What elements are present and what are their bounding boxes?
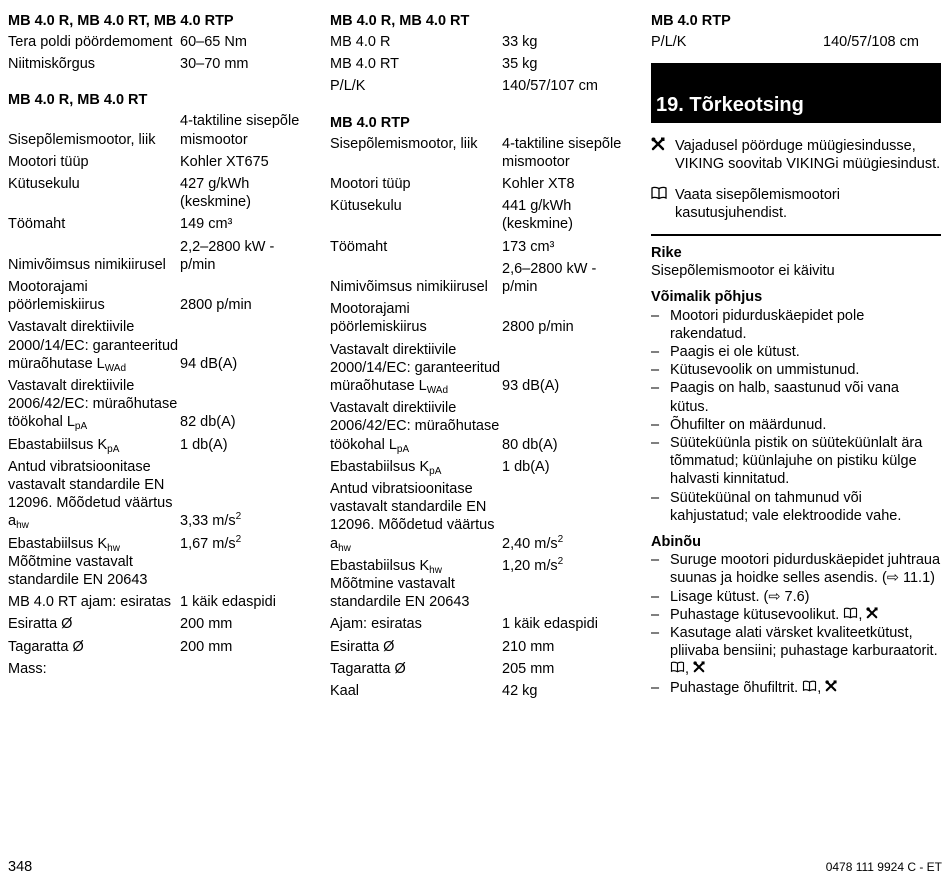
spec-value <box>180 535 308 553</box>
spec-row <box>330 682 630 704</box>
spec-label: Tera poldi pöördemoment <box>8 34 173 50</box>
spec-label-text: Vastavalt direktiivile 2000/14/EC: garanteeritud müraõhutase L <box>330 341 501 395</box>
tools-icon <box>866 608 878 622</box>
spec-table <box>330 135 630 705</box>
list-item: – Lisage kütust. (⇨ 7.6) <box>651 588 941 606</box>
spec-label: Mootorajami pöörlemiskiirus <box>330 301 427 336</box>
chapter-heading: 19. Tõrkeotsing <box>651 63 941 123</box>
spec-table <box>8 112 308 682</box>
spec-value: 200 mm <box>180 638 233 655</box>
spec-row <box>330 557 630 575</box>
column-middle <box>330 12 630 704</box>
spec-value: 441 g/kWh (keskmine) <box>502 198 573 233</box>
cause-label: Võimalik põhjus <box>651 289 763 306</box>
fault-label: Rike <box>651 245 682 262</box>
spec-value <box>502 557 630 575</box>
superscript: 2 <box>557 555 564 567</box>
spec-table <box>8 33 308 77</box>
spec-value: 2800 p/min <box>502 319 574 336</box>
list-item-text: Kasutage alati värsket kvaliteetkütust, pliivaba bensiini; puhastage karburaatorit. <box>670 625 938 660</box>
spec-row <box>8 33 308 55</box>
value-text: 2,40 m/s <box>502 535 558 552</box>
spec-row <box>330 638 630 660</box>
spec-row <box>8 535 308 553</box>
spec-label: MB 4.0 RT <box>330 56 400 73</box>
spec-label <box>330 480 502 557</box>
spec-label: Mõõtmine vastavalt standardile EN 20643 <box>8 553 148 589</box>
list-item: – Süüteküünal on tahmunud või kahjustatud; vale elektroodide vahe. <box>651 489 941 525</box>
spec-value: 1 käik edaspidi <box>180 594 276 611</box>
list-item: – Suruge mootori pidurduskäepidet juhtraua suunas ja hoidke selles asendis. (⇨ 11.1) <box>651 551 941 587</box>
subscript: hw <box>16 520 29 532</box>
spec-label <box>330 399 502 458</box>
superscript: 2 <box>557 533 564 545</box>
spec-row <box>8 112 308 152</box>
spec-row <box>8 638 308 660</box>
spec-value: 60–65 Nm <box>180 34 247 50</box>
spec-value-empty <box>180 553 308 593</box>
spec-row <box>330 33 630 55</box>
spec-value: 205 mm <box>502 660 555 677</box>
column-right <box>651 12 941 697</box>
spec-label: Nimivõimsus nimikiirusel <box>330 279 488 296</box>
spec-value: 30–70 mm <box>180 56 249 73</box>
spec-label-text: Ebastabiilsus K <box>8 535 108 552</box>
manual-book-icon <box>802 681 817 695</box>
manual-book-icon <box>670 662 685 676</box>
spec-row <box>8 660 308 682</box>
spec-label: Esiratta Ø <box>8 616 73 633</box>
spec-label <box>8 535 180 553</box>
spec-label: Mootorajami pöörlemiskiirus <box>8 279 105 314</box>
spec-label-text: Vastavalt direktiivile 2000/14/EC: garanteeritud müraõhutase L <box>8 319 179 372</box>
spec-value: Kohler XT675 <box>180 153 269 170</box>
subscript: hw <box>107 542 120 554</box>
spec-label-text: Ebastabiilsus K <box>330 557 430 574</box>
spec-row <box>330 55 630 77</box>
spec-value: 140/57/108 cm <box>823 34 919 50</box>
spec-row <box>330 480 630 557</box>
spec-label-text: Antud vibratsioonitase vastavalt standardile EN 12096. Mõõdetud väärtus a <box>8 458 173 530</box>
spec-label: Kütusekulu <box>8 176 80 193</box>
spec-label: Töömaht <box>330 238 388 255</box>
spec-label <box>8 436 180 458</box>
tools-icon <box>825 681 837 695</box>
spec-value: 4-taktiline sisepõlemismootor <box>180 113 300 148</box>
list-item: – Süüteküünla pistik on süüteküünlalt ära tõmmatud; küünlajuhe on pistiku külge halvasti kinnitatud. <box>651 434 941 489</box>
spec-label-text: Vastavalt direktiivile 2006/42/EC: müraõhutase töökohal L <box>8 378 178 431</box>
superscript: 2 <box>235 511 242 523</box>
spec-label: Nimivõimsus nimikiirusel <box>8 256 166 273</box>
spec-value <box>502 480 630 557</box>
subscript: hw <box>429 564 442 576</box>
spec-value: 80 db(A) <box>502 436 558 453</box>
list-item-text: Puhastage õhufiltrit. <box>670 679 799 696</box>
spec-row <box>8 593 308 615</box>
section-title: MB 4.0 R, MB 4.0 RT <box>330 13 470 29</box>
spec-row <box>330 197 630 237</box>
spec-row <box>8 458 308 535</box>
section-title: MB 4.0 RTP <box>330 114 410 131</box>
spec-row <box>330 300 630 340</box>
spec-label: Tagaratta Ø <box>330 660 406 677</box>
spec-value: 1 käik edaspidi <box>502 616 598 633</box>
spec-value: 140/57/107 cm <box>502 78 598 95</box>
list-item: – Puhastage kütusevoolikut. , <box>651 606 941 624</box>
spec-row <box>330 399 630 458</box>
section-title: MB 4.0 R, MB 4.0 RT, MB 4.0 RTP <box>8 13 234 29</box>
spec-table <box>651 33 941 55</box>
spec-row <box>330 77 630 99</box>
spec-value: 94 dB(A) <box>180 355 238 372</box>
spec-row <box>8 278 308 318</box>
spec-label: MB 4.0 R <box>330 34 391 50</box>
spec-label <box>330 458 502 480</box>
spec-label: Mootori tüüp <box>8 153 89 170</box>
spec-label <box>8 377 180 436</box>
spec-label <box>330 557 502 575</box>
spec-row <box>8 153 308 175</box>
spec-value: 427 g/kWh (keskmine) <box>180 176 251 211</box>
note-text: Vaata sisepõlemismootori kasutusjuhendist. <box>675 186 840 221</box>
divider <box>651 234 941 236</box>
spec-row <box>330 135 630 175</box>
spec-value: 33 kg <box>502 34 538 50</box>
spec-label: Esiratta Ø <box>330 638 395 655</box>
spec-row <box>8 318 308 377</box>
spec-table <box>330 33 630 100</box>
list-item: – Paagis on halb, saastunud või vana kütus. <box>651 379 941 415</box>
spec-value: Kohler XT8 <box>502 176 575 193</box>
spec-row <box>8 55 308 77</box>
spec-value: 2,6–2800 kW - p/min <box>502 260 597 296</box>
spec-label: Sisepõlemismootor, liik <box>8 131 156 148</box>
spec-label: Töömaht <box>8 216 66 233</box>
spec-label <box>8 318 180 377</box>
tools-icon <box>693 662 705 676</box>
spec-row <box>8 436 308 458</box>
spec-row <box>8 377 308 436</box>
spec-row <box>330 575 630 615</box>
spec-value: 82 db(A) <box>180 414 236 431</box>
tools-icon <box>651 137 675 173</box>
spec-label: Niitmiskõrgus <box>8 56 96 73</box>
spec-value: 42 kg <box>502 683 538 700</box>
spec-row <box>8 615 308 637</box>
spec-label: Mootori tüüp <box>330 176 411 193</box>
spec-label <box>8 458 180 535</box>
spec-label: Tagaratta Ø <box>8 638 84 655</box>
spec-row <box>330 238 630 260</box>
fault-text: Sisepõlemismootor ei käivitu <box>651 263 835 280</box>
subscript: pA <box>396 443 410 455</box>
spec-value: 149 cm³ <box>180 216 233 233</box>
column-left <box>8 12 308 682</box>
subscript: pA <box>429 465 442 477</box>
spec-row <box>330 175 630 197</box>
spec-row <box>8 175 308 215</box>
section-title: MB 4.0 RTP <box>651 13 731 29</box>
spec-value: 93 dB(A) <box>502 378 560 395</box>
spec-value: 173 cm³ <box>502 238 555 255</box>
spec-row <box>330 615 630 637</box>
spec-value-empty <box>180 660 308 682</box>
subscript: pA <box>107 443 120 455</box>
spec-label <box>330 341 502 400</box>
spec-label-text: Antud vibratsioonitase vastavalt standardile EN 12096. Mõõdetud väärtus a <box>330 481 495 552</box>
list-item: – Õhufilter on määrdunud. <box>651 416 941 434</box>
spec-label: Kaal <box>330 683 360 700</box>
spec-label: P/L/K <box>330 78 366 95</box>
list-item-text: Puhastage kütusevoolikut. <box>670 606 840 623</box>
spec-label: Mass: <box>8 660 47 677</box>
spec-label-text: Vastavalt direktiivile 2006/42/EC: müraõhutase töökohal L <box>330 400 500 453</box>
value-text: 1,67 m/s <box>180 535 236 552</box>
subscript: hw <box>338 542 351 554</box>
spec-value: 1 db(A) <box>180 436 228 453</box>
spec-row <box>8 553 308 593</box>
spec-label: Sisepõlemismootor, liik <box>330 135 478 152</box>
spec-label: P/L/K <box>651 34 687 50</box>
spec-value: 2800 p/min <box>180 297 252 314</box>
spec-row <box>330 458 630 480</box>
cause-list <box>651 307 941 525</box>
note-text: Vajadusel pöörduge müügiesindusse, VIKING soovitab VIKINGi müügiesindust. <box>675 138 941 173</box>
spec-value: 210 mm <box>502 638 555 655</box>
spec-label: Mõõtmine vastavalt standardile EN 20643 <box>330 576 470 611</box>
spec-value: 4-taktiline sisepõlemismootor <box>502 135 622 170</box>
spec-label-text: Ebastabiilsus K <box>330 458 430 475</box>
superscript: 2 <box>235 533 242 545</box>
spec-row <box>330 341 630 400</box>
list-item: – Mootori pidurduskäepidet pole rakendatud. <box>651 307 941 343</box>
spec-value: 35 kg <box>502 56 538 73</box>
spec-value: 200 mm <box>180 616 233 633</box>
spec-value <box>180 458 308 535</box>
subscript: pA <box>74 421 88 433</box>
document-code: 0478 111 9924 C - ET <box>825 860 942 874</box>
subscript: WAd <box>426 385 449 397</box>
manual-book-icon <box>651 186 675 222</box>
spec-row <box>8 238 308 278</box>
subscript: WAd <box>104 362 127 374</box>
note-manual <box>651 186 941 222</box>
spec-row <box>330 260 630 300</box>
spec-label: Kütusekulu <box>330 198 402 215</box>
spec-value: 2,2–2800 kW - p/min <box>180 238 275 273</box>
note-dealer <box>651 137 941 173</box>
spec-row <box>330 660 630 682</box>
section-title: MB 4.0 R, MB 4.0 RT <box>8 92 148 109</box>
remedy-label: Abinõu <box>651 534 701 551</box>
spec-label-text: Ebastabiilsus K <box>8 436 108 453</box>
value-text: 1,20 m/s <box>502 557 558 574</box>
list-item: – Puhastage õhufiltrit. , <box>651 679 941 697</box>
list-item: – Kasutage alati värsket kvaliteetkütust, pliivaba bensiini; puhastage karburaatorit. , <box>651 624 941 679</box>
page-number: 348 <box>8 859 33 875</box>
spec-label: Ajam: esiratas <box>330 616 422 633</box>
spec-label: MB 4.0 RT ajam: esiratas <box>8 594 172 611</box>
remedy-list <box>651 551 941 697</box>
spec-value-empty <box>502 575 630 615</box>
manual-book-icon <box>843 608 858 622</box>
list-item: – Paagis ei ole kütust. <box>651 343 941 361</box>
spec-row <box>8 215 308 237</box>
value-text: 3,33 m/s <box>180 513 236 530</box>
spec-value: 1 db(A) <box>502 458 550 475</box>
list-item: – Kütusevoolik on ummistunud. <box>651 361 941 379</box>
spec-row <box>651 33 941 55</box>
